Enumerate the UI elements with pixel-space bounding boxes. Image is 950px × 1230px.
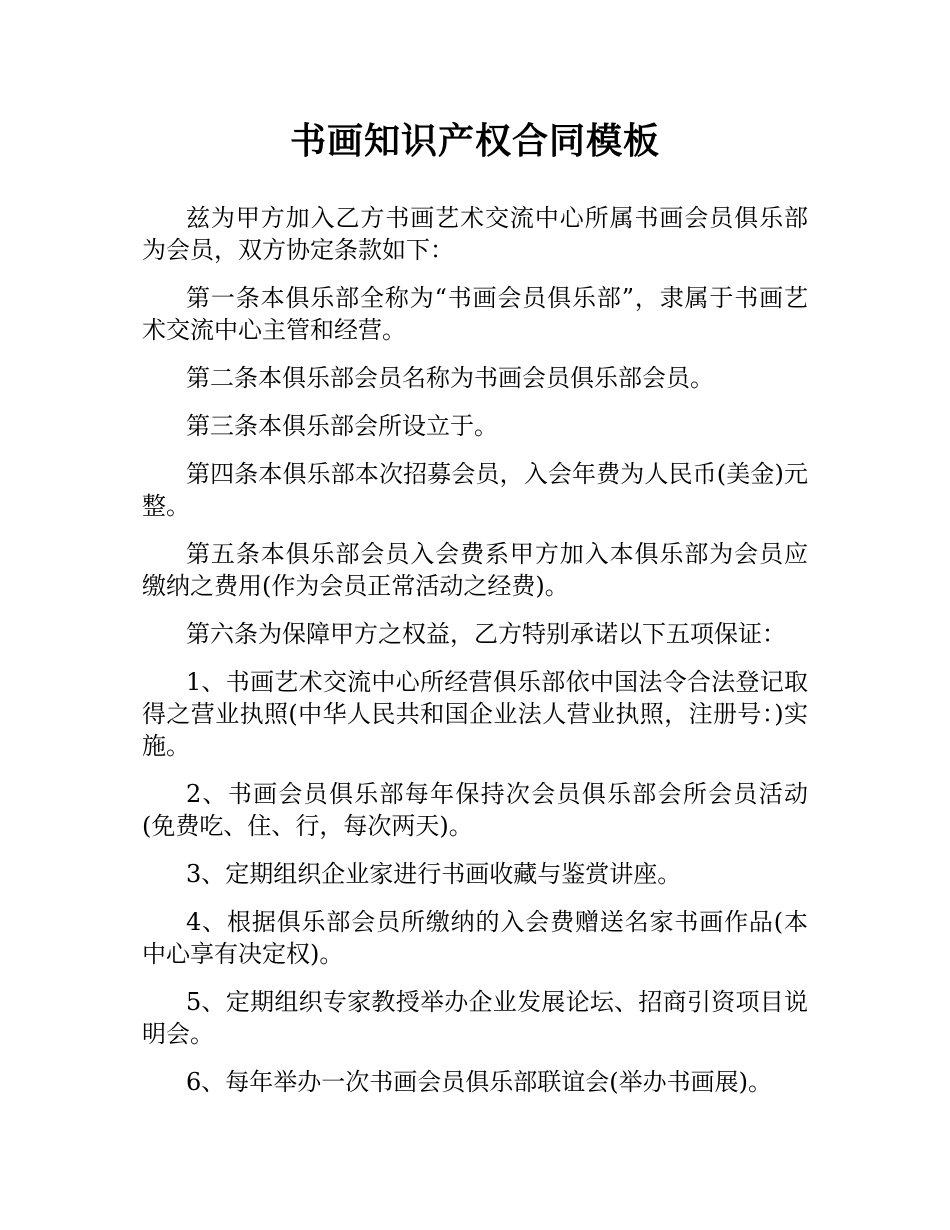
paragraph-guarantee-3: 3、定期组织企业家进行书画收藏与鉴赏讲座。	[186, 860, 682, 888]
paragraph-article-1: 第一条本俱乐部全称为“书画会员俱乐部”，隶属于书画艺术交流中心主管和经营。	[142, 284, 808, 344]
paragraph-article-4: 第四条本俱乐部本次招募会员，入会年费为人民币(美金)元整。	[142, 460, 808, 520]
paragraph-guarantee-5: 5、定期组织专家教授举办企业发展论坛、招商引资项目说明会。	[142, 988, 808, 1048]
paragraph-guarantee-6: 6、每年举办一次书画会员俱乐部联谊会(举办书画展)。	[186, 1068, 772, 1096]
paragraph-article-3: 第三条本俱乐部会所设立于。	[186, 412, 498, 440]
document-title: 书画知识产权合同模板	[289, 121, 660, 162]
paragraph-guarantee-4: 4、根据俱乐部会员所缴纳的入会费赠送名家书画作品(本中心享有决定权)。	[142, 908, 808, 968]
paragraph-intro: 兹为甲方加入乙方书画艺术交流中心所属书画会员俱乐部为会员，双方协定条款如下：	[142, 204, 808, 264]
document-body	[142, 202, 808, 1114]
paragraph-article-6: 第六条为保障甲方之权益，乙方特别承诺以下五项保证：	[186, 620, 786, 648]
paragraph-article-5: 第五条本俱乐部会员入会费系甲方加入本俱乐部为会员应缴纳之费用(作为会员正常活动之经费)。	[142, 540, 808, 600]
paragraph-article-2: 第二条本俱乐部会员名称为书画会员俱乐部会员。	[186, 364, 714, 392]
paragraph-guarantee-2: 2、书画会员俱乐部每年保持次会员俱乐部会所会员活动(免费吃、住、行，每次两天)。	[142, 780, 808, 840]
paragraph-guarantee-1: 1、书画艺术交流中心所经营俱乐部依中国法令合法登记取得之营业执照(中华人民共和国企业法人营业执照，注册号：)实施。	[142, 668, 808, 760]
